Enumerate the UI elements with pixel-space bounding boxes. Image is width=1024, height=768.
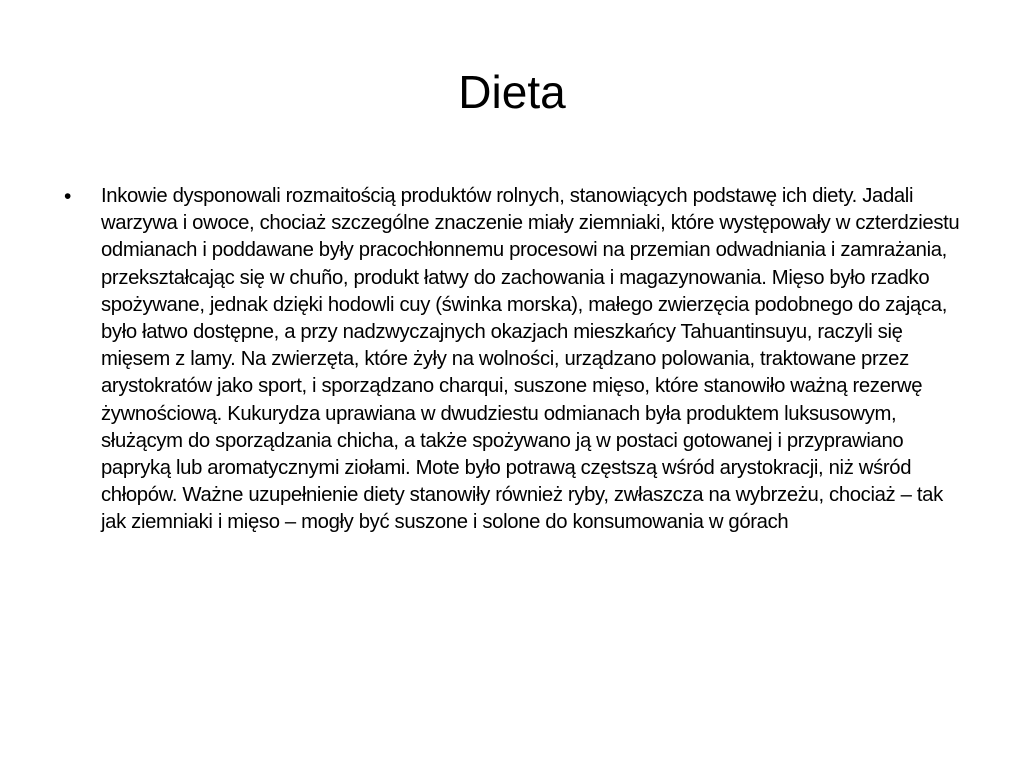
bullet-item <box>51 183 961 537</box>
bullet-text: Inkowie dysponowali rozmaitością produktów rolnych, stanowiących podstawę ich diety. Jadali warzywa i owoce, chociaż szczególne znaczenie miały ziemniaki, które występowały w czterdziestu odmianach i poddawane były pracochłonnemu procesowi na przemian odwadniania i zamrażania, przekształcając się w chuño, produkt łatwy do zachowania i magazynowania. Mięso było rzadko spożywane, jednak dzięki hodowli cuy (świnka morska), małego zwierzęcia podobnego do zająca, było łatwo dostępne, a przy nadzwyczajnych okazjach mieszkańcy Tahuantinsuyu, raczyli się mięsem z lamy. Na zwierzęta, które żyły na wolności, urządzano polowania, traktowane przez arystokratów jako sport, i sporządzano charqui, suszone mięso, które stanowiło ważną rezerwę żywnościową. Kukurydza uprawiana w dwudziestu odmianach była produktem luksusowym, służącym do sporządzania chicha, a także spożywano ją w postaci gotowanej i przyprawiano papryką lub aromatycznymi ziołami. Mote było potrawą częstszą wśród arystokracji, niż wśród chłopów. Ważne uzupełnienie diety stanowiły również ryby, zwłaszcza na wybrzeżu, chociaż – tak jak ziemniaki i mięso – mogły być suszone i solone do konsumowania w górach <box>101 185 960 534</box>
bullet-marker: • <box>64 185 72 208</box>
slide-content <box>51 183 961 537</box>
slide-title: Dieta <box>458 66 566 118</box>
